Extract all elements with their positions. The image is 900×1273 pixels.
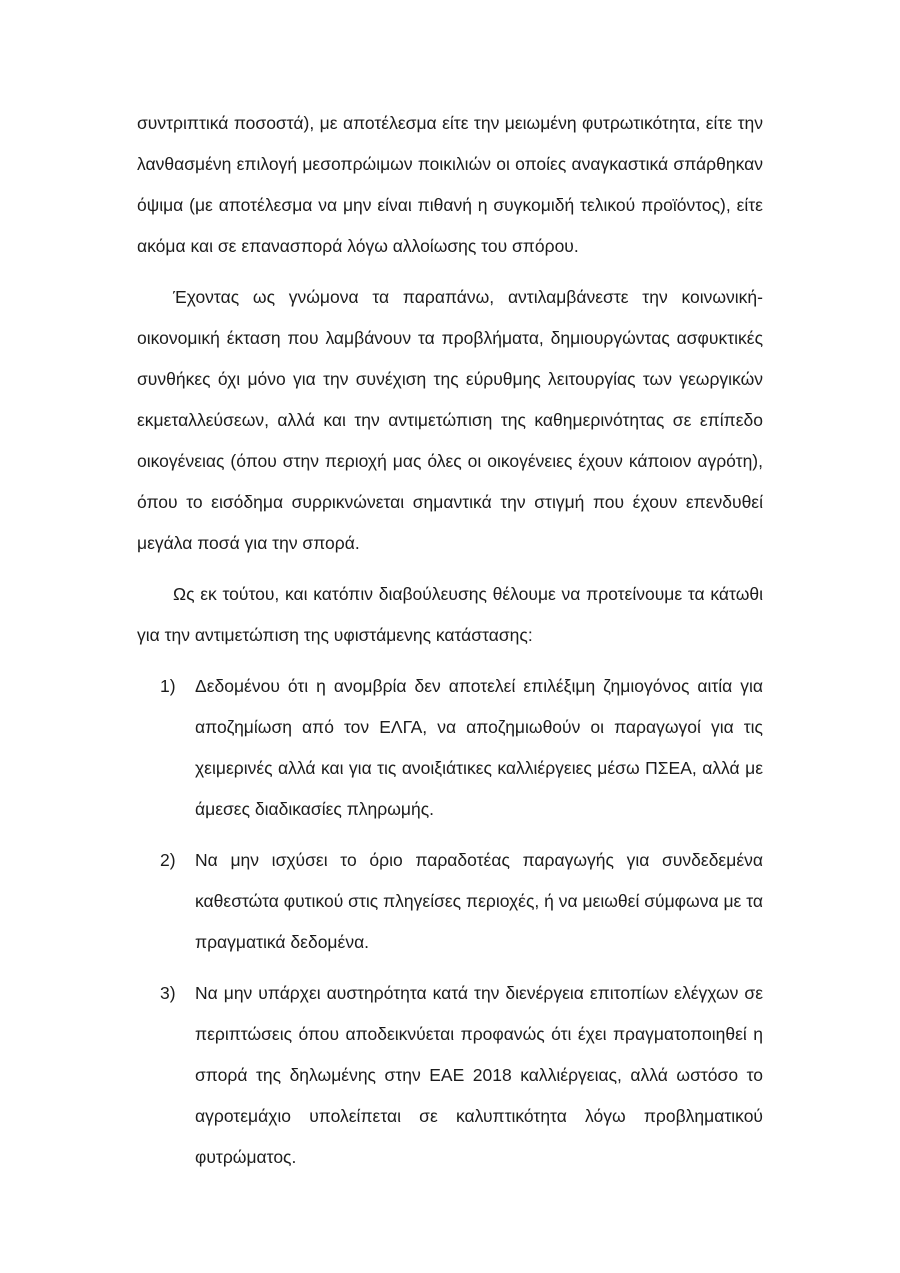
list-item-number: 3): [160, 983, 176, 1003]
paragraph-social-economic-impact: Έχοντας ως γνώμονα τα παραπάνω, αντιλαμβάνεστε την κοινωνική-οικονομική έκταση που λαμβάνουν τα προβλήματα, δημιουργώντας ασφυκτικές συνθήκες όχι μόνο για την συνέχιση της εύρυθμης λειτουργίας των γεωργικών εκμεταλλεύσεων, αλλά και την αντιμετώπιση της καθημερινότητας σε επίπεδο οικογένειας (όπου στην περιοχή μας όλες οι οικογένειες έχουν κάποιον αγρότη), όπου το εισόδημα συρρικνώνεται σημαντικά την στιγμή που έχουν επενδυθεί μεγάλα ποσά για την σπορά.: [137, 287, 763, 553]
proposals-list: [137, 666, 763, 1178]
paragraph-continuation: συντριπτικά ποσοστά), με αποτέλεσμα είτε την μειωμένη φυτρωτικότητα, είτε την λανθασμένη επιλογή μεσοπρώιμων ποικιλιών οι οποίες αναγκαστικά σπάρθηκαν όψιμα (με αποτέλεσμα να μην είναι πιθανή η συγκομιδή τελικού προϊόντος), είτε ακόμα και σε επανασπορά λόγω αλλοίωσης του σπόρου.: [137, 113, 763, 256]
list-item: [137, 973, 763, 1178]
list-item: [137, 666, 763, 830]
list-item-number: 2): [160, 850, 176, 870]
list-item-text: Δεδομένου ότι η ανομβρία δεν αποτελεί επιλέξιμη ζημιογόνος αιτία για αποζημίωση από τον ΕΛΓΑ, να αποζημιωθούν οι παραγωγοί για τις χειμερινές αλλά και για τις ανοιξιάτικες καλλιέργειες μέσω ΠΣΕΑ, αλλά με άμεσες διαδικασίες πληρωμής.: [195, 676, 763, 819]
list-item: [137, 840, 763, 963]
list-item-number: 1): [160, 676, 176, 696]
list-item-text: Να μην ισχύσει το όριο παραδοτέας παραγωγής για συνδεδεμένα καθεστώτα φυτικού στις πληγείσες περιοχές, ή να μειωθεί σύμφωνα με τα πραγματικά δεδομένα.: [195, 850, 763, 952]
paragraph-proposals-intro: Ως εκ τούτου, και κατόπιν διαβούλευσης θέλουμε να προτείνουμε τα κάτωθι για την αντιμετώπιση της υφιστάμενης κατάστασης:: [137, 584, 763, 645]
list-item-text: Να μην υπάρχει αυστηρότητα κατά την διενέργεια επιτοπίων ελέγχων σε περιπτώσεις όπου αποδεικνύεται προφανώς ότι έχει πραγματοποιηθεί η σπορά της δηλωμένης στην ΕΑΕ 2018 καλλιέργειας, αλλά ωστόσο το αγροτεμάχιο υπολείπεται σε καλυπτικότητα λόγω προβληματικού φυτρώματος.: [195, 983, 763, 1167]
